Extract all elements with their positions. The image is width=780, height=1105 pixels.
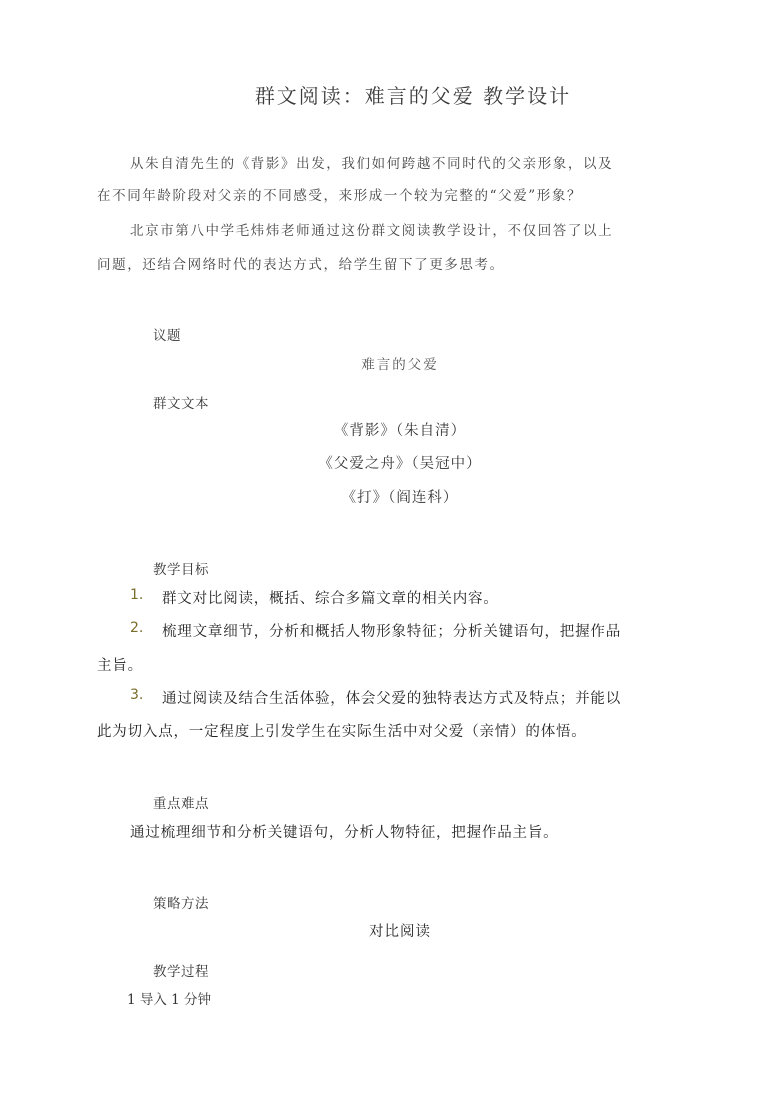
- goal-3-text-line-1: 通过阅读及结合生活体验，体会父爱的独特表达方式及特点；并能以: [162, 691, 621, 707]
- goal-3-number: 3.: [130, 687, 144, 703]
- process-label: 教学过程: [153, 964, 209, 980]
- goals-label: 教学目标: [153, 562, 209, 578]
- difficulty-label: 重点难点: [153, 796, 209, 812]
- text-item-2: 《父爱之舟》（吴冠中）: [318, 456, 482, 472]
- intro-paragraph-1-line-1: 从朱自清先生的《背影》出发，我们如何跨越不同时代的父亲形象，以及: [130, 156, 614, 172]
- process-step-1: 1 导入 1 分钟: [127, 992, 212, 1008]
- strategy-label: 策略方法: [153, 896, 209, 912]
- goal-3-text-line-2: 此为切入点，一定程度上引发学生在实际生活中对父爱（亲情）的体悟。: [97, 724, 587, 740]
- text-item-1: 《背影》（朱自清）: [333, 423, 467, 439]
- difficulty-text: 通过梳理细节和分析关键语句，分析人物特征，把握作品主旨。: [130, 825, 559, 841]
- goal-2-text-line-1: 梳理文章细节，分析和概括人物形象特征；分析关键语句，把握作品: [162, 624, 621, 640]
- topic-value: 难言的父爱: [361, 357, 439, 373]
- goal-2-number: 2.: [130, 620, 144, 636]
- topic-label: 议题: [153, 328, 181, 344]
- intro-paragraph-2-line-1: 北京市第八中学毛炜炜老师通过这份群文阅读教学设计，不仅回答了以上: [130, 223, 614, 239]
- text-item-3: 《打》（阎连科）: [341, 490, 459, 506]
- strategy-value: 对比阅读: [369, 924, 431, 940]
- goal-2-text-line-2: 主旨。: [97, 658, 143, 674]
- goal-1-number: 1.: [130, 587, 144, 603]
- intro-paragraph-1-line-2: 在不同年龄阶段对父亲的不同感受，来形成一个较为完整的“父爱”形象？: [97, 188, 583, 204]
- page-title: 群文阅读：难言的父爱 教学设计: [254, 84, 572, 108]
- goal-1-text: 群文对比阅读，概括、综合多篇文章的相关内容。: [162, 591, 499, 607]
- intro-paragraph-2-line-2: 问题，还结合网络时代的表达方式，给学生留下了更多思考。: [97, 257, 505, 273]
- texts-label: 群文文本: [153, 396, 209, 412]
